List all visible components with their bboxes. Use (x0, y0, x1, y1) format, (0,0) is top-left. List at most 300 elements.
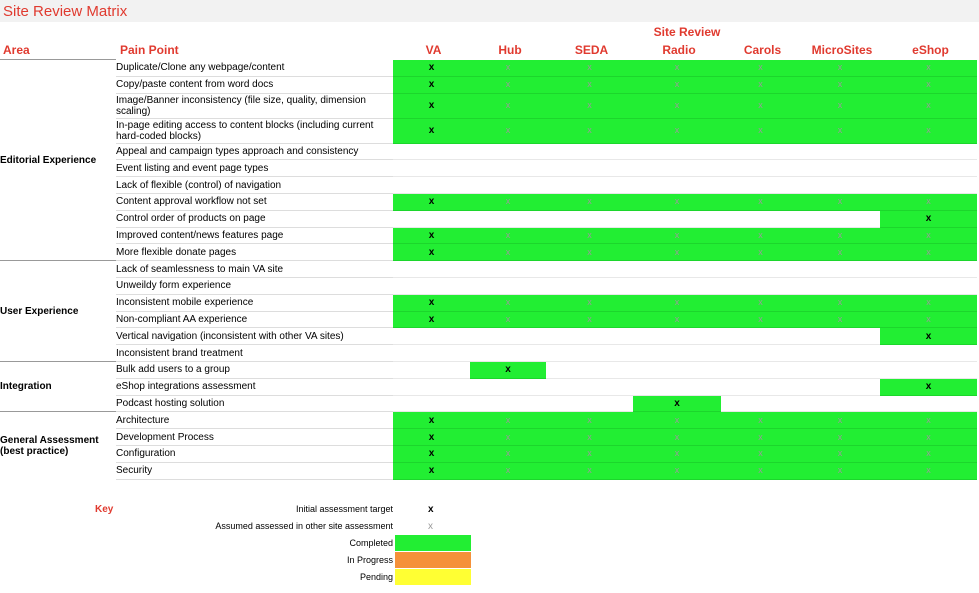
table-row (0, 227, 977, 244)
assumed-mark: x (587, 465, 592, 476)
status-cell (721, 328, 800, 345)
pain-point: Vertical navigation (inconsistent with other VA sites) (116, 328, 393, 345)
assumed-mark: x (674, 414, 680, 425)
assumed-mark: x (674, 125, 680, 136)
assumed-mark: x (674, 62, 680, 73)
assumed-mark: x (674, 448, 680, 459)
target-mark: x (428, 414, 435, 426)
status-cell (880, 143, 977, 160)
status-cell (721, 177, 800, 194)
target-mark: x (925, 213, 932, 225)
assumed-mark: x (926, 297, 931, 308)
assumed-mark: x (837, 448, 843, 459)
key-swatch-in-progress (395, 552, 471, 568)
status-cell (721, 227, 800, 244)
assumed-mark: x (758, 313, 763, 324)
status-cell (393, 118, 470, 143)
status-cell (800, 361, 880, 378)
assumed-mark: x (758, 79, 763, 90)
status-cell (880, 118, 977, 143)
status-cell (633, 412, 721, 429)
status-cell (470, 378, 546, 395)
status-cell (546, 160, 633, 177)
assumed-mark: x (837, 431, 843, 442)
status-cell (393, 462, 470, 479)
status-cell (800, 210, 880, 227)
status-cell (800, 60, 880, 77)
status-cell (880, 412, 977, 429)
status-cell (546, 227, 633, 244)
assumed-mark: x (505, 448, 511, 459)
status-cell (880, 395, 977, 412)
status-cell (880, 244, 977, 261)
table-row (0, 429, 977, 446)
status-cell (546, 261, 633, 278)
status-cell (470, 76, 546, 93)
status-cell (393, 294, 470, 311)
status-cell (546, 345, 633, 362)
site-header-seda: SEDA (574, 43, 609, 57)
target-mark: x (428, 431, 435, 443)
target-mark: x (428, 62, 435, 74)
target-mark: x (428, 465, 435, 477)
status-cell (393, 311, 470, 328)
status-cell (393, 345, 470, 362)
status-cell (546, 143, 633, 160)
assumed-mark: x (837, 414, 843, 425)
assumed-mark: x (758, 196, 763, 207)
status-cell (633, 311, 721, 328)
status-cell (546, 193, 633, 210)
pain-point: Copy/paste content from word docs (116, 76, 393, 93)
assumed-mark: x (758, 448, 763, 459)
target-mark: x (428, 297, 435, 309)
assumed-mark: x (758, 246, 763, 257)
status-cell (470, 244, 546, 261)
assumed-mark: x (674, 196, 680, 207)
pain-point: Duplicate/Clone any webpage/content (116, 60, 393, 77)
status-cell (393, 361, 470, 378)
assumed-mark: x (837, 465, 843, 476)
status-cell (546, 361, 633, 378)
target-mark: x (428, 448, 435, 460)
review-matrix (0, 59, 977, 480)
site-review-header: Site Review (653, 25, 721, 39)
assumed-mark: x (837, 229, 843, 240)
status-cell (546, 328, 633, 345)
assumed-mark: x (926, 313, 931, 324)
table-row (0, 193, 977, 210)
status-cell (721, 60, 800, 77)
status-cell (880, 160, 977, 177)
key-label-pending: Pending (359, 572, 393, 582)
pain-point: eShop integrations assessment (116, 378, 393, 395)
status-cell (633, 328, 721, 345)
assumed-mark: x (505, 465, 511, 476)
assumed-mark: x (505, 313, 511, 324)
status-cell (470, 160, 546, 177)
pain-point: Content approval workflow not set (116, 193, 393, 210)
assumed-mark: x (837, 100, 843, 111)
status-cell (633, 395, 721, 412)
assumed-mark: x (505, 229, 511, 240)
key-label-in-progress: In Progress (346, 555, 393, 565)
site-header-carols: Carols (743, 43, 782, 57)
key-label-assumed: Assumed assessed in other site assessment (215, 521, 393, 531)
assumed-mark: x (587, 62, 592, 73)
status-cell (633, 160, 721, 177)
area-label: Integration (0, 361, 116, 411)
table-row (0, 328, 977, 345)
status-cell (546, 76, 633, 93)
pain-point: Control order of products on page (116, 210, 393, 227)
status-cell (633, 261, 721, 278)
status-cell (800, 118, 880, 143)
assumed-mark: x (758, 431, 763, 442)
area-label: User Experience (0, 261, 116, 362)
target-mark: x (428, 246, 435, 258)
status-cell (721, 261, 800, 278)
status-cell (721, 193, 800, 210)
assumed-mark: x (674, 229, 680, 240)
target-mark: x (925, 330, 932, 342)
assumed-mark: x (926, 62, 931, 73)
target-mark: x (428, 100, 435, 112)
status-cell (470, 210, 546, 227)
status-cell (546, 412, 633, 429)
status-cell (880, 193, 977, 210)
status-cell (880, 227, 977, 244)
table-row (0, 60, 977, 77)
status-cell (633, 345, 721, 362)
status-cell (721, 361, 800, 378)
status-cell (633, 177, 721, 194)
status-cell (546, 93, 633, 118)
status-cell (633, 193, 721, 210)
status-cell (880, 462, 977, 479)
status-cell (880, 429, 977, 446)
target-mark: x (925, 381, 932, 393)
assumed-mark: x (587, 229, 592, 240)
status-cell (800, 345, 880, 362)
status-cell (546, 244, 633, 261)
status-cell (393, 193, 470, 210)
assumed-mark: x (926, 125, 931, 136)
pain-point: Lack of seamlessness to main VA site (116, 261, 393, 278)
status-cell (721, 76, 800, 93)
assumed-mark: x (674, 297, 680, 308)
status-cell (721, 395, 800, 412)
status-cell (800, 160, 880, 177)
assumed-mark: x (674, 465, 680, 476)
status-cell (470, 118, 546, 143)
assumed-mark: x (505, 79, 511, 90)
status-cell (546, 378, 633, 395)
assumed-mark: x (674, 431, 680, 442)
status-cell (880, 277, 977, 294)
status-cell (800, 294, 880, 311)
status-cell (470, 395, 546, 412)
status-cell (721, 244, 800, 261)
assumed-mark: x (587, 448, 592, 459)
assumed-mark: x (837, 313, 843, 324)
status-cell (721, 277, 800, 294)
table-row (0, 361, 977, 378)
status-cell (393, 395, 470, 412)
table-row (0, 93, 977, 118)
status-cell (800, 177, 880, 194)
key-swatch-pending (395, 569, 471, 585)
assumed-mark: x (674, 246, 680, 257)
status-cell (546, 294, 633, 311)
pain-point: Configuration (116, 445, 393, 462)
pain-point: Security (116, 462, 393, 479)
status-cell (721, 118, 800, 143)
status-cell (393, 378, 470, 395)
status-cell (721, 210, 800, 227)
status-cell (633, 378, 721, 395)
assumed-mark: x (926, 414, 931, 425)
assumed-mark: x (837, 62, 843, 73)
assumed-mark: x (587, 79, 592, 90)
status-cell (393, 328, 470, 345)
assumed-mark: x (926, 431, 931, 442)
status-cell (721, 294, 800, 311)
status-cell (880, 311, 977, 328)
table-row (0, 118, 977, 143)
assumed-mark: x (587, 431, 592, 442)
status-cell (470, 193, 546, 210)
pain-point: Improved content/news features page (116, 227, 393, 244)
assumed-mark: x (926, 448, 931, 459)
assumed-mark: x (926, 100, 931, 111)
status-cell (470, 328, 546, 345)
status-cell (393, 445, 470, 462)
pain-point: Inconsistent mobile experience (116, 294, 393, 311)
status-cell (800, 378, 880, 395)
assumed-mark: x (926, 465, 931, 476)
status-cell (721, 160, 800, 177)
assumed-mark: x (926, 229, 931, 240)
table-row (0, 143, 977, 160)
status-cell (393, 429, 470, 446)
status-cell (470, 311, 546, 328)
assumed-mark: x (587, 125, 592, 136)
status-cell (880, 361, 977, 378)
status-cell (393, 412, 470, 429)
status-cell (721, 345, 800, 362)
status-cell (721, 462, 800, 479)
pain-point: Lack of flexible (control) of navigation (116, 177, 393, 194)
key-light-mark: x (428, 521, 433, 532)
status-cell (721, 429, 800, 446)
status-cell (721, 93, 800, 118)
assumed-mark: x (587, 100, 592, 111)
status-cell (633, 227, 721, 244)
pain-point: Unweildy form experience (116, 277, 393, 294)
pain-point: Development Process (116, 429, 393, 446)
status-cell (393, 261, 470, 278)
assumed-mark: x (505, 297, 511, 308)
assumed-mark: x (505, 431, 511, 442)
status-cell (880, 177, 977, 194)
status-cell (470, 143, 546, 160)
table-row (0, 445, 977, 462)
target-mark: x (428, 79, 435, 91)
assumed-mark: x (587, 297, 592, 308)
assumed-mark: x (837, 79, 843, 90)
status-cell (800, 311, 880, 328)
table-row (0, 294, 977, 311)
key-label-initial: Initial assessment target (295, 504, 393, 514)
pain-point: Image/Banner inconsistency (file size, quality, dimension scaling) (116, 93, 393, 118)
assumed-mark: x (505, 62, 511, 73)
assumed-mark: x (587, 313, 592, 324)
area-header: Area (3, 43, 30, 57)
assumed-mark: x (758, 125, 763, 136)
assumed-mark: x (758, 62, 763, 73)
status-cell (800, 328, 880, 345)
target-mark: x (428, 125, 435, 137)
status-cell (800, 227, 880, 244)
status-cell (800, 395, 880, 412)
assumed-mark: x (837, 246, 843, 257)
target-mark: x (674, 397, 680, 409)
status-cell (880, 378, 977, 395)
status-cell (393, 93, 470, 118)
status-cell (800, 412, 880, 429)
status-cell (546, 429, 633, 446)
status-cell (470, 412, 546, 429)
assumed-mark: x (505, 246, 511, 257)
assumed-mark: x (505, 100, 511, 111)
status-cell (880, 210, 977, 227)
area-label: Editorial Experience (0, 60, 116, 261)
status-cell (800, 462, 880, 479)
status-cell (393, 227, 470, 244)
assumed-mark: x (837, 196, 843, 207)
table-row (0, 395, 977, 412)
site-header-va: VA (425, 43, 442, 57)
status-cell (721, 143, 800, 160)
area-label: General Assessment (best practice) (0, 412, 116, 479)
status-cell (800, 429, 880, 446)
assumed-mark: x (505, 125, 511, 136)
status-cell (393, 143, 470, 160)
assumed-mark: x (587, 246, 592, 257)
status-cell (633, 361, 721, 378)
status-cell (393, 244, 470, 261)
pain-point: In-page editing access to content blocks (including current hard-coded blocks) (116, 118, 393, 143)
site-header-eshop: eShop (912, 43, 949, 57)
key-label-completed: Completed (349, 538, 393, 548)
status-cell (393, 76, 470, 93)
pain-point: Event listing and event page types (116, 160, 393, 177)
status-cell (633, 93, 721, 118)
table-row (0, 261, 977, 278)
table-row (0, 277, 977, 294)
pain-point: Bulk add users to a group (116, 361, 393, 378)
status-cell (800, 143, 880, 160)
status-cell (721, 378, 800, 395)
status-cell (800, 193, 880, 210)
site-header-hub: Hub (498, 43, 522, 57)
assumed-mark: x (926, 196, 931, 207)
table-row (0, 378, 977, 395)
target-mark: x (505, 364, 511, 376)
pain-point-header: Pain Point (120, 43, 179, 57)
table-row (0, 311, 977, 328)
status-cell (470, 277, 546, 294)
status-cell (470, 261, 546, 278)
status-cell (470, 462, 546, 479)
status-cell (880, 93, 977, 118)
pain-point: Podcast hosting solution (116, 395, 393, 412)
table-row (0, 210, 977, 227)
site-header-radio: Radio (662, 43, 696, 57)
status-cell (880, 345, 977, 362)
status-cell (633, 60, 721, 77)
pain-point: Inconsistent brand treatment (116, 345, 393, 362)
assumed-mark: x (758, 414, 763, 425)
status-cell (633, 143, 721, 160)
status-cell (470, 445, 546, 462)
status-cell (880, 261, 977, 278)
assumed-mark: x (758, 465, 763, 476)
status-cell (800, 93, 880, 118)
status-cell (633, 76, 721, 93)
assumed-mark: x (505, 414, 511, 425)
status-cell (546, 118, 633, 143)
status-cell (721, 445, 800, 462)
assumed-mark: x (926, 79, 931, 90)
assumed-mark: x (758, 100, 763, 111)
page-title: Site Review Matrix (3, 3, 128, 20)
status-cell (633, 445, 721, 462)
status-cell (880, 60, 977, 77)
status-cell (470, 429, 546, 446)
status-cell (546, 60, 633, 77)
status-cell (721, 311, 800, 328)
assumed-mark: x (674, 313, 680, 324)
status-cell (800, 244, 880, 261)
status-cell (880, 76, 977, 93)
status-cell (393, 210, 470, 227)
status-cell (393, 277, 470, 294)
table-row (0, 345, 977, 362)
status-cell (800, 445, 880, 462)
table-row (0, 462, 977, 479)
table-row (0, 177, 977, 194)
status-cell (546, 395, 633, 412)
target-mark: x (428, 196, 435, 208)
status-cell (800, 277, 880, 294)
status-cell (880, 328, 977, 345)
pain-point: Architecture (116, 412, 393, 429)
status-cell (470, 361, 546, 378)
assumed-mark: x (837, 297, 843, 308)
status-cell (546, 462, 633, 479)
target-mark: x (428, 229, 435, 241)
pain-point: More flexible donate pages (116, 244, 393, 261)
table-row (0, 160, 977, 177)
status-cell (633, 210, 721, 227)
status-cell (800, 76, 880, 93)
status-cell (880, 445, 977, 462)
status-cell (393, 160, 470, 177)
status-cell (546, 311, 633, 328)
status-cell (633, 118, 721, 143)
